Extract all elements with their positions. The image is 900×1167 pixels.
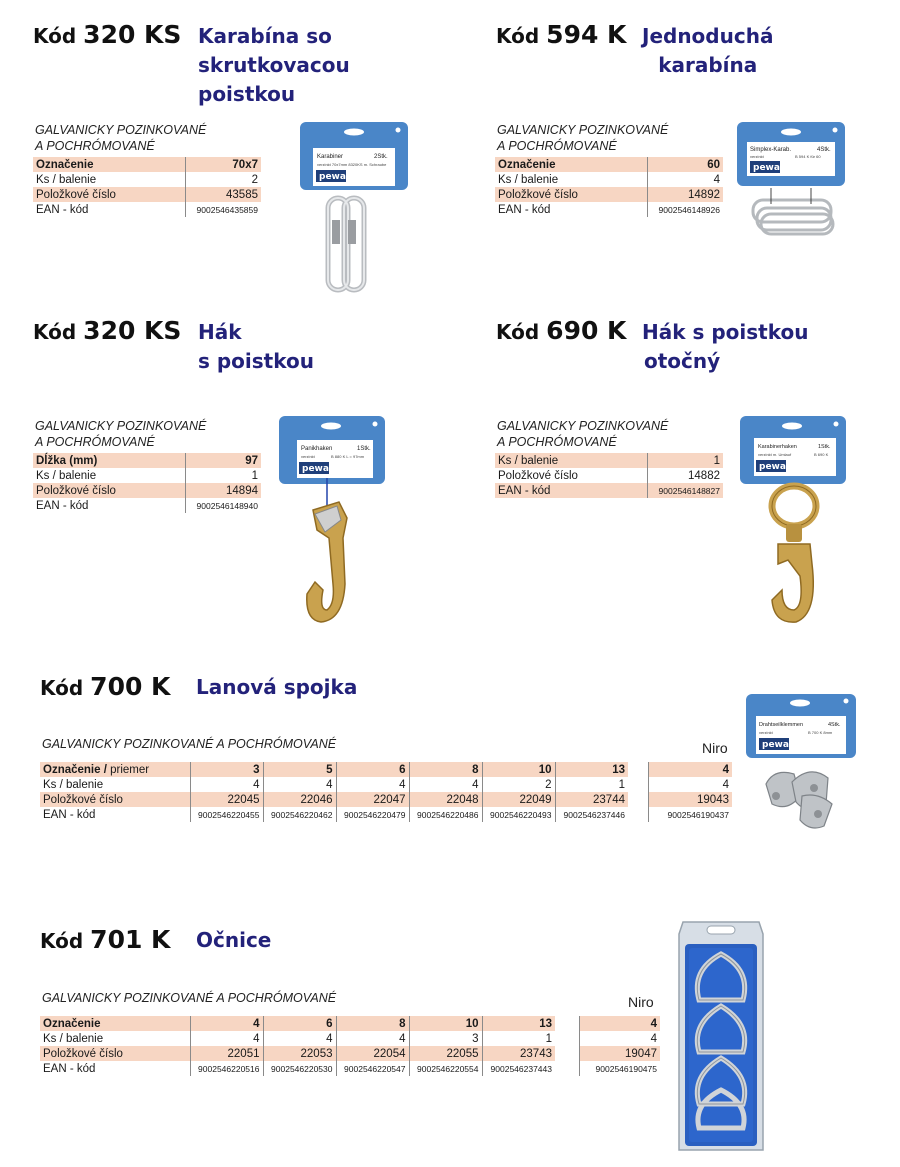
package-label-text: 4Stk.	[828, 722, 841, 728]
text-span: Kód	[40, 676, 84, 700]
spec-value: 14894	[185, 483, 261, 498]
spec-value: 9002546220547	[336, 1061, 409, 1076]
spec-row-ean	[40, 1061, 660, 1076]
spec-value: 9002546190437	[648, 807, 732, 822]
spec-value: 4	[579, 1031, 660, 1046]
text-span: Označenie /	[43, 763, 107, 776]
spec-value: 2	[185, 172, 261, 187]
product-code	[40, 672, 170, 701]
spec-value: 10	[482, 762, 555, 777]
text-span: skrutkovacou	[198, 53, 350, 77]
package-label-text: verzinkt	[750, 154, 764, 159]
spec-value: 1	[555, 777, 628, 792]
brand-logo: pewag	[319, 172, 353, 182]
spec-label: Položkové číslo	[33, 187, 185, 202]
spec-label: Dĺžka (mm)	[33, 453, 185, 468]
spec-value: 9002546148940	[185, 498, 261, 513]
spec-value: 22048	[409, 792, 482, 807]
spec-label: Položkové číslo	[40, 1046, 190, 1061]
text-span: Hák s poistkou	[642, 320, 809, 344]
simple-carabiner-package-image	[735, 120, 847, 240]
spec-value: 22045	[190, 792, 263, 807]
spec-value: 14892	[647, 187, 723, 202]
spec-row-designation	[33, 157, 261, 172]
text-span: GALVANICKY POZINKOVANÉ	[497, 123, 669, 137]
spec-value: 5	[263, 762, 336, 777]
package-label-text: Drahtseilklemmen	[759, 722, 804, 728]
spec-table	[495, 157, 723, 217]
spec-label: EAN - kód	[495, 483, 647, 498]
spec-row-designation	[40, 1016, 660, 1031]
text-span: 594 K	[546, 20, 627, 49]
product-title	[198, 318, 314, 376]
text-span: Kód	[40, 929, 84, 953]
package-label-text: Panikhaken	[301, 446, 333, 452]
spec-value: 4	[409, 777, 482, 792]
spec-value: 13	[482, 1016, 555, 1031]
spec-row-item-number	[495, 187, 723, 202]
spec-row-item-number	[40, 1046, 660, 1061]
spec-value: 4	[647, 172, 723, 187]
package-name: Karabiner	[317, 154, 344, 160]
spec-row-item-number	[33, 483, 261, 498]
text-span: A POCHRÓMOVANÉ	[497, 139, 617, 153]
spec-value: 8	[409, 762, 482, 777]
text-span: Kód	[33, 320, 77, 344]
package-label-text: verzinkt	[759, 730, 773, 735]
finish-label	[35, 418, 206, 450]
spec-value: 9002546237446	[555, 807, 628, 822]
product-title	[642, 22, 773, 80]
spec-label: Položkové číslo	[495, 187, 647, 202]
text-span: otočný	[644, 349, 721, 373]
product-title	[198, 22, 350, 109]
package-detail: verzinkt 70x7mm 8320KS m. Schraube	[317, 162, 387, 167]
text-span: Kód	[33, 24, 77, 48]
text-span: Karabína so	[198, 24, 332, 48]
product-code	[33, 20, 181, 49]
package-label-text: pewag	[762, 740, 796, 750]
spec-row-pack	[495, 453, 723, 468]
package-label-text: verzinkt m. Umlauf	[758, 452, 792, 457]
spec-value: 43585	[185, 187, 261, 202]
spec-value: 9002546220462	[263, 807, 336, 822]
text-span: Kód	[496, 320, 540, 344]
spec-row-length	[33, 453, 261, 468]
text-span: A POCHRÓMOVANÉ	[35, 139, 155, 153]
text-span: GALVANICKY POZINKOVANÉ A POCHRÓMOVANÉ	[42, 737, 337, 751]
wire-rope-clip-package-image	[744, 692, 858, 836]
spec-value: 4	[648, 777, 732, 792]
text-span: GALVANICKY POZINKOVANÉ	[35, 123, 207, 137]
spec-value: 97	[185, 453, 261, 468]
spec-table	[495, 453, 723, 498]
package-label-text: 1Stk.	[357, 446, 371, 452]
spec-value: 4	[579, 1016, 660, 1031]
package-count: 2Stk.	[374, 154, 388, 160]
spec-row-ean	[40, 807, 732, 822]
spec-label: Ks / balenie	[36, 469, 97, 482]
spec-row-ean	[33, 202, 261, 217]
spec-label: Označenie	[33, 157, 185, 172]
product-title	[196, 673, 357, 702]
spec-value: 1	[185, 468, 261, 483]
spec-value: 9002546220554	[409, 1061, 482, 1076]
spec-value: 13	[555, 762, 628, 777]
thimble-blister-package-image	[671, 914, 771, 1158]
finish-label	[42, 736, 336, 752]
spec-label	[40, 762, 190, 777]
spec-value: 23743	[482, 1046, 555, 1061]
text-span: 700 K	[90, 672, 171, 701]
package-label-text: verzinkt	[301, 454, 315, 459]
package-label-text: pewag	[753, 163, 787, 173]
panic-hook-package-image	[277, 414, 389, 628]
spec-row-pack	[40, 777, 732, 792]
spec-value: 22049	[482, 792, 555, 807]
product-code	[496, 20, 626, 49]
spec-value: 9002546190475	[579, 1061, 660, 1076]
spec-value: 4	[648, 762, 732, 777]
text-span: Jednoduchá	[642, 24, 774, 48]
spec-value: 9002546220479	[336, 807, 409, 822]
spec-label: EAN - kód	[36, 203, 89, 216]
spec-label: Položkové číslo	[33, 483, 185, 498]
text-span: Lanová spojka	[196, 675, 358, 699]
spec-label: Označenie	[495, 157, 647, 172]
spec-label: Ks / balenie	[43, 778, 104, 791]
spec-label: Ks / balenie	[43, 1032, 104, 1045]
spec-value: 4	[190, 1016, 263, 1031]
text-span: GALVANICKY POZINKOVANÉ A POCHRÓMOVANÉ	[42, 991, 337, 1005]
spec-label: Ks / balenie	[36, 173, 97, 186]
spec-value: 22046	[263, 792, 336, 807]
spec-label: Označenie	[40, 1016, 190, 1031]
spec-value: 9002546148827	[647, 483, 723, 498]
spec-value: 60	[647, 157, 723, 172]
spec-row-designation	[495, 157, 723, 172]
finish-label	[42, 990, 336, 1006]
spec-row-item-number	[33, 187, 261, 202]
spec-value: 1	[482, 1031, 555, 1046]
niro-label: Niro	[628, 994, 654, 1010]
spec-value: 3	[409, 1031, 482, 1046]
spec-value: 14882	[647, 468, 723, 483]
spec-gap	[628, 792, 648, 807]
package-label-text: pewag	[302, 464, 336, 474]
text-span: 320 KS	[83, 316, 182, 345]
spec-value: 8	[336, 1016, 409, 1031]
spec-value: 6	[263, 1016, 336, 1031]
spec-label: Ks / balenie	[495, 453, 647, 468]
package-label-text: 4Stk.	[817, 147, 831, 153]
spec-row-designation	[40, 762, 732, 777]
spec-row-ean	[495, 202, 723, 217]
product-title	[196, 926, 271, 955]
package-label-text: B 700 K 8mm	[808, 730, 833, 735]
niro-label: Niro	[702, 740, 728, 756]
spec-value: 4	[336, 777, 409, 792]
spec-value: 22054	[336, 1046, 409, 1061]
spec-value: 4	[263, 777, 336, 792]
product-code	[33, 316, 181, 345]
spec-label: EAN - kód	[498, 203, 551, 216]
text-span: karabína	[658, 53, 758, 77]
text-span: 701 K	[90, 925, 171, 954]
spec-table-wide	[40, 1016, 660, 1076]
spec-value: 23744	[555, 792, 628, 807]
spec-value: 22053	[263, 1046, 336, 1061]
carabiner-package-image	[298, 120, 410, 296]
spec-value: 2	[482, 777, 555, 792]
text-span: 690 K	[546, 316, 627, 345]
spec-value: 22055	[409, 1046, 482, 1061]
spec-label: EAN - kód	[36, 499, 89, 512]
finish-label	[35, 122, 206, 154]
spec-value: 9002546220530	[263, 1061, 336, 1076]
spec-label: Položkové číslo	[40, 792, 190, 807]
text-span: priemer	[106, 763, 150, 776]
finish-label	[497, 418, 668, 450]
spec-value: 9002546148926	[647, 202, 723, 217]
spec-value: 4	[263, 1031, 336, 1046]
spec-row-pack	[33, 172, 261, 187]
spec-table	[33, 157, 261, 217]
spec-value: 9002546220455	[190, 807, 263, 822]
spec-value: 1	[647, 453, 723, 468]
spec-table	[33, 453, 261, 513]
spec-value: 9002546435859	[185, 202, 261, 217]
spec-value: 70x7	[185, 157, 261, 172]
spec-value: 9002546220516	[190, 1061, 263, 1076]
package-label-text: 1Stk.	[818, 444, 831, 450]
text-span: Kód	[496, 24, 540, 48]
text-span: Hák	[198, 320, 242, 344]
text-span: GALVANICKY POZINKOVANÉ	[497, 419, 669, 433]
spec-gap	[555, 1046, 579, 1061]
spec-value: 22047	[336, 792, 409, 807]
package-label-text: Karabinerhaken	[758, 444, 797, 450]
spec-gap	[555, 1031, 579, 1046]
package-label-text: pewag	[759, 462, 793, 472]
spec-label: Ks / balenie	[498, 173, 559, 186]
spec-value: 22051	[190, 1046, 263, 1061]
package-label-text: B 690 K	[814, 452, 829, 457]
text-span: A POCHRÓMOVANÉ	[497, 435, 617, 449]
product-code	[40, 925, 170, 954]
spec-row-pack	[495, 172, 723, 187]
spec-value: 3	[190, 762, 263, 777]
spec-value: 4	[190, 777, 263, 792]
product-code	[496, 316, 626, 345]
spec-value: 19043	[648, 792, 732, 807]
spec-value: 6	[336, 762, 409, 777]
spec-value: 9002546220493	[482, 807, 555, 822]
product-title	[642, 318, 808, 376]
spec-value: 9002546220486	[409, 807, 482, 822]
spec-value: 10	[409, 1016, 482, 1031]
spec-row-item-number	[495, 468, 723, 483]
spec-row-ean	[495, 483, 723, 498]
spec-value: 4	[336, 1031, 409, 1046]
spec-label: EAN - kód	[43, 1062, 96, 1075]
text-span: s poistkou	[198, 349, 314, 373]
spec-gap	[628, 762, 648, 777]
spec-label: Položkové číslo	[498, 469, 578, 482]
spec-gap	[555, 1016, 579, 1031]
spec-row-item-number	[40, 792, 732, 807]
spec-gap	[628, 807, 648, 822]
spec-value: 19047	[579, 1046, 660, 1061]
spec-row-pack	[33, 468, 261, 483]
text-span: poistkou	[198, 82, 296, 106]
text-span: A POCHRÓMOVANÉ	[35, 435, 155, 449]
spec-gap	[628, 777, 648, 792]
spec-row-ean	[33, 498, 261, 513]
spec-table-wide	[40, 762, 732, 822]
package-label-text: B 880 K L = 97mm	[331, 454, 365, 459]
text-span: Očnice	[196, 928, 272, 952]
spec-value: 9002546237443	[482, 1061, 555, 1076]
spec-gap	[555, 1061, 579, 1076]
text-span: GALVANICKY POZINKOVANÉ	[35, 419, 207, 433]
swivel-hook-package-image	[738, 414, 850, 628]
text-span: 320 KS	[83, 20, 182, 49]
package-label-text: Simplex-Karab.	[750, 147, 792, 153]
spec-row-pack	[40, 1031, 660, 1046]
spec-label: EAN - kód	[43, 808, 96, 821]
spec-value: 4	[190, 1031, 263, 1046]
finish-label	[497, 122, 668, 154]
package-label-text: B 594 K für 60	[795, 154, 821, 159]
